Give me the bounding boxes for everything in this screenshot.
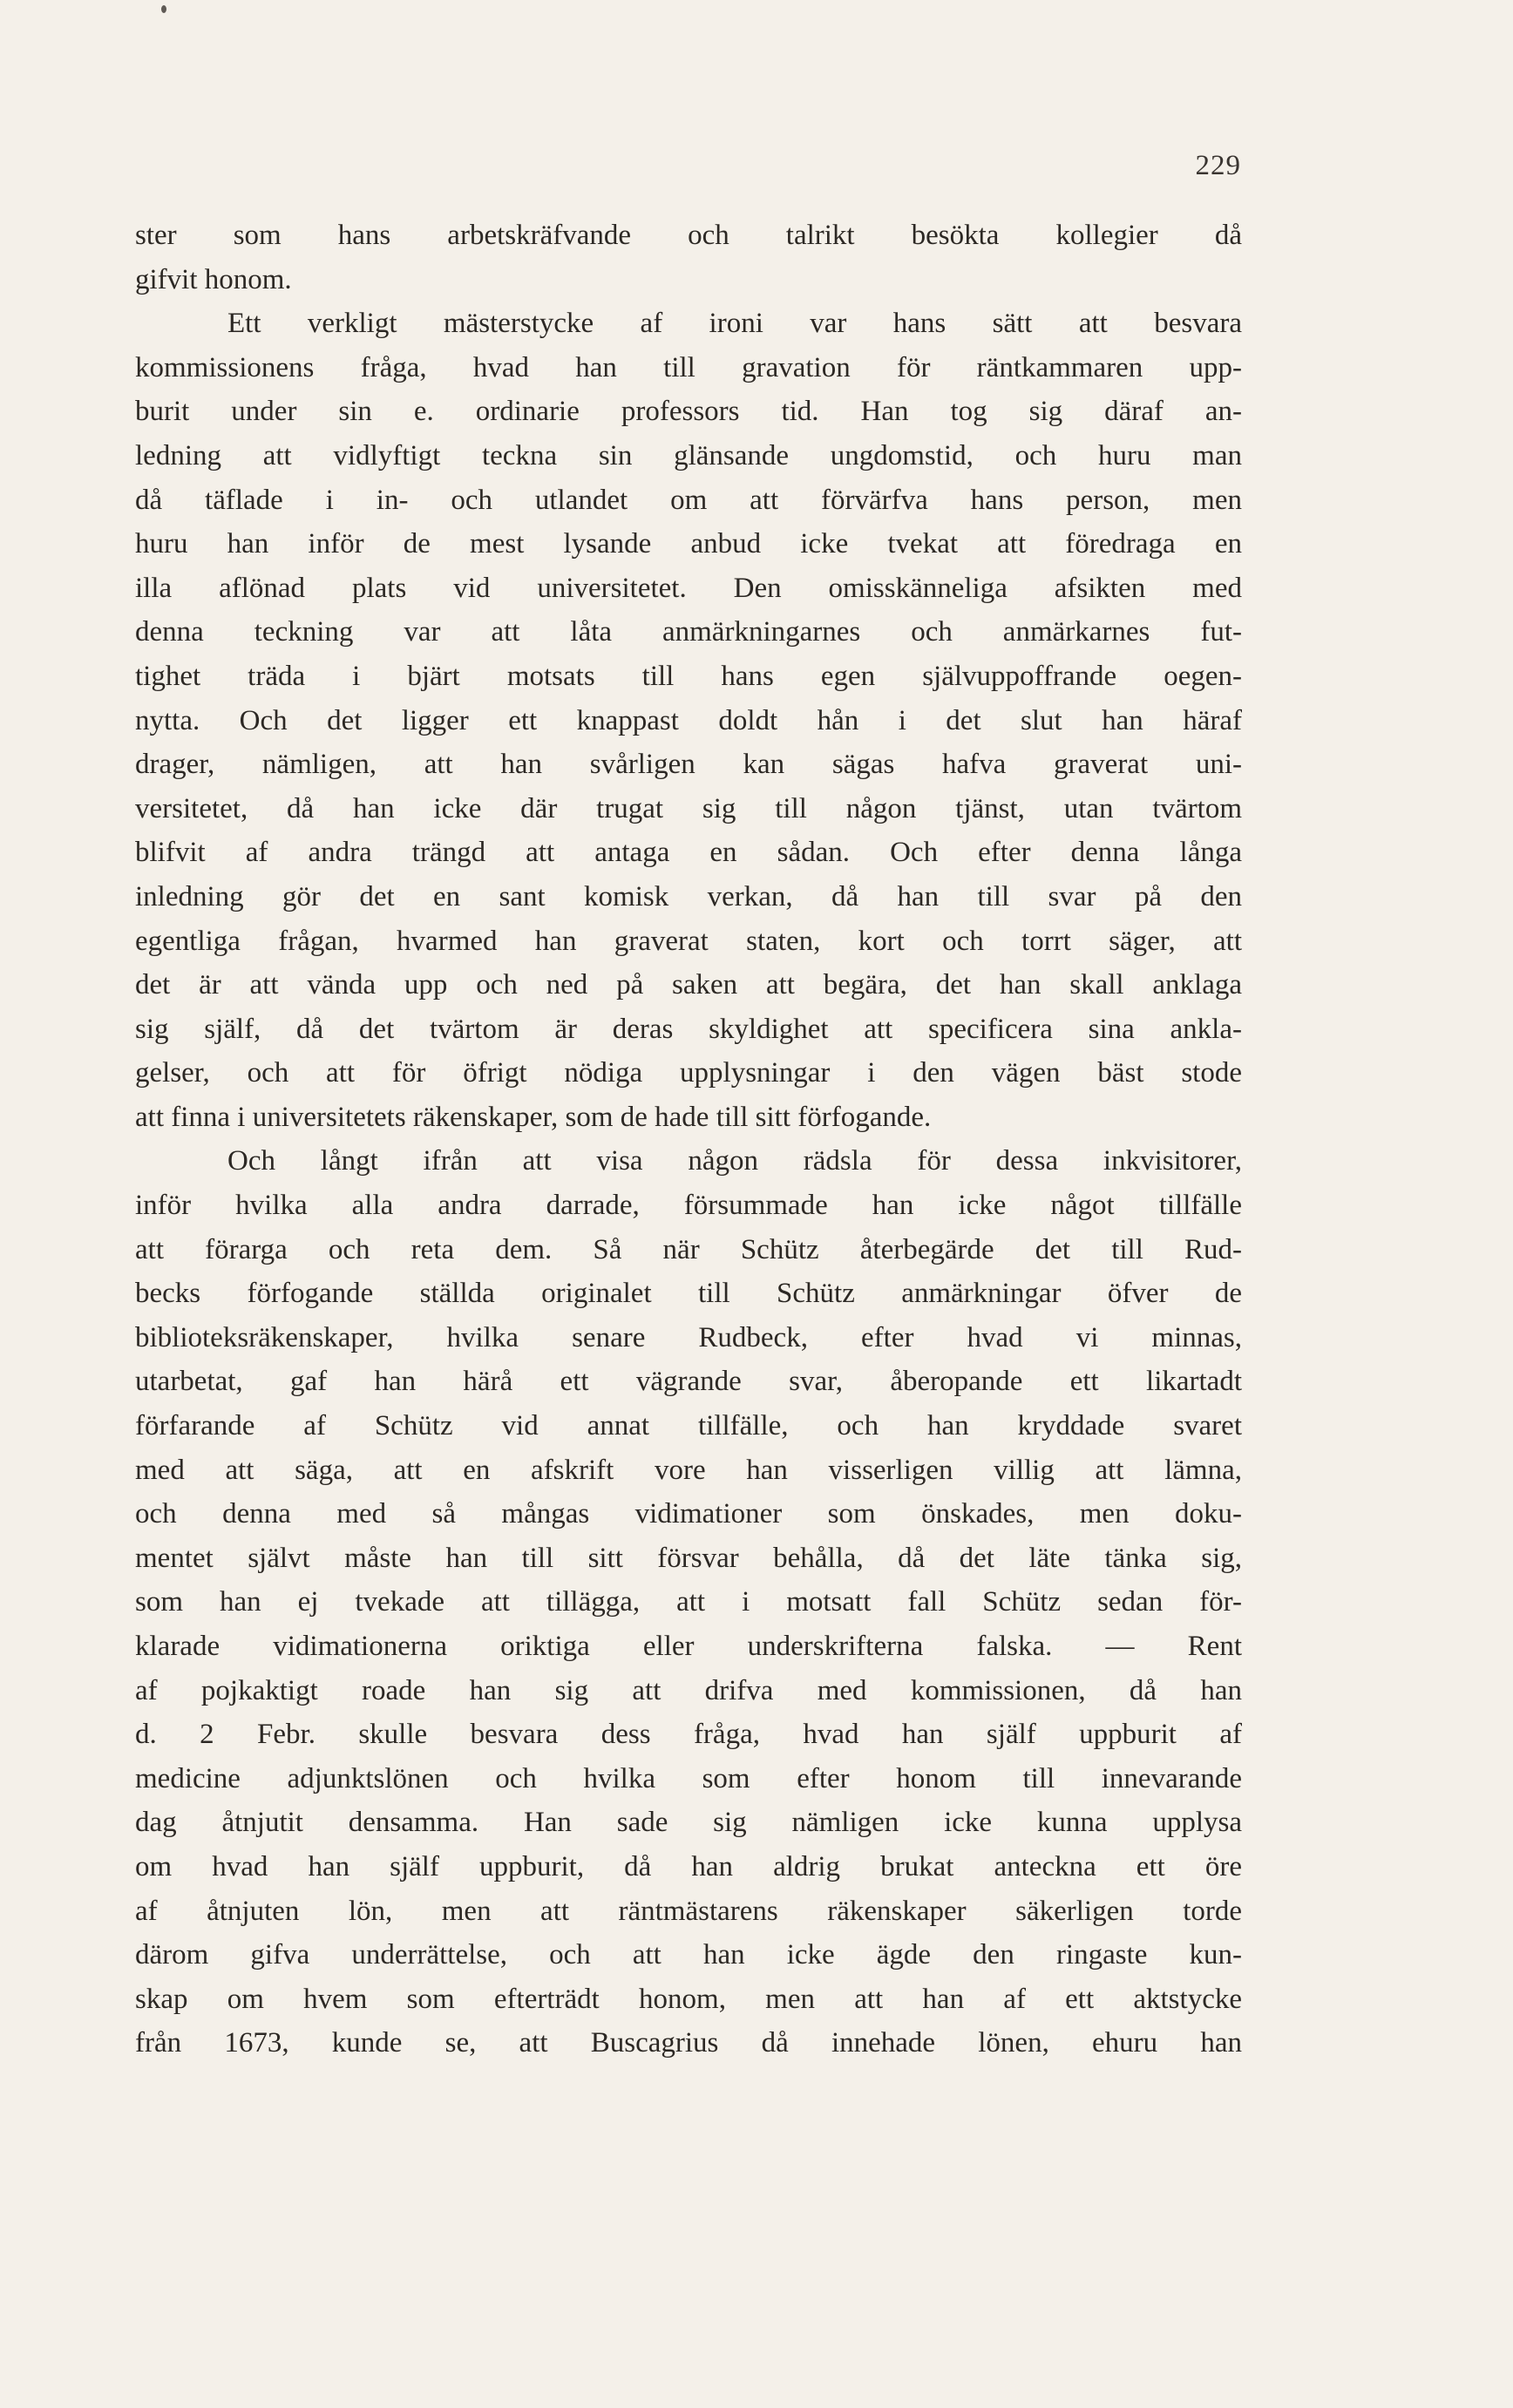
- text-line: förfarande af Schütz vid annat tillfälle, och han kryddade svaret: [135, 1410, 1242, 1442]
- page-number: 229: [1195, 150, 1241, 181]
- text-line: biblioteksräkenskaper, hvilka senare Rudbeck, efter hvad vi minnas,: [135, 1321, 1242, 1353]
- text-line: tighet träda i bjärt motsats till hans egen självuppoffrande oegen-: [135, 660, 1242, 692]
- text-line: ster som hans arbetskräfvande och talrikt besökta kollegier då: [135, 220, 1242, 251]
- text-line: utarbetat, gaf han härå ett vägrande svar, åberopande ett likartadt: [135, 1366, 1242, 1398]
- text-line: om hvad han själf uppburit, då han aldrig brukat anteckna ett öre: [135, 1850, 1242, 1882]
- text-line: af pojkaktigt roade han sig att drifva med kommissionen, då han: [135, 1674, 1242, 1706]
- text-line: blifvit af andra trängd att antaga en sådan. Och efter denna långa: [135, 837, 1242, 869]
- text-line: därom gifva underrättelse, och att han icke ägde den ringaste kun-: [135, 1939, 1242, 1971]
- text-line: klarade vidimationerna oriktiga eller underskrifterna falska. — Rent: [135, 1631, 1242, 1662]
- text-line: sig själf, då det tvärtom är deras skyldighet att specificera sina ankla-: [135, 1013, 1242, 1045]
- text-line: medicine adjunktslönen och hvilka som efter honom till innevarande: [135, 1762, 1242, 1794]
- text-line: då täflade i in- och utlandet om att förvärfva hans person, men: [135, 484, 1242, 516]
- text-line: och denna med så mångas vidimationer som önskades, men doku-: [135, 1498, 1242, 1530]
- text-line: illa aflönad plats vid universitetet. Den omisskänneliga afsikten med: [135, 572, 1242, 604]
- text-line: nytta. Och det ligger ett knappast doldt hån i det slut han häraf: [135, 704, 1242, 736]
- text-line: med att säga, att en afskrift vore han visserligen villig att lämna,: [135, 1454, 1242, 1486]
- text-line: Och långt ifrån att visa någon rädsla för dessa inkvisitorer,: [227, 1145, 1242, 1177]
- text-line: att finna i universitetets räkenskaper, som de hade till sitt förfogande.: [135, 1101, 932, 1133]
- text-line: skap om hvem som efterträdt honom, men att han af ett aktstycke: [135, 1983, 1242, 2015]
- text-line: d. 2 Febr. skulle besvara dess fråga, hvad han själf uppburit af: [135, 1719, 1242, 1751]
- text-line: att förarga och reta dem. Så när Schütz återbegärde det till Rud-: [135, 1233, 1242, 1265]
- text-line: drager, nämligen, att han svårligen kan sägas hafva graverat uni-: [135, 749, 1242, 781]
- text-line: gelser, och att för öfrigt nödiga upplysningar i den vägen bäst stode: [135, 1057, 1242, 1089]
- print-speck: [161, 5, 166, 13]
- text-line: kommissionens fråga, hvad han till gravation för räntkammaren upp-: [135, 351, 1242, 383]
- text-line: från 1673, kunde se, att Buscagrius då innehade lönen, ehuru han: [135, 2027, 1242, 2059]
- text-line: som han ej tvekade att tillägga, att i motsatt fall Schütz sedan för-: [135, 1586, 1242, 1618]
- text-line: egentliga frågan, hvarmed han graverat staten, kort och torrt säger, att: [135, 925, 1242, 957]
- text-line: Ett verkligt mästerstycke af ironi var hans sätt att besvara: [227, 308, 1242, 340]
- text-line: af åtnjuten lön, men att räntmästarens räkenskaper säkerligen torde: [135, 1895, 1242, 1927]
- text-line: inför hvilka alla andra darrade, försummade han icke något tillfälle: [135, 1190, 1242, 1222]
- text-line: becks förfogande ställda originalet till Schütz anmärkningar öfver de: [135, 1278, 1242, 1310]
- text-line: gifvit honom.: [135, 263, 292, 295]
- text-line: huru han inför de mest lysande anbud icke tvekat att föredraga en: [135, 528, 1242, 560]
- body-text: [135, 214, 1242, 2065]
- text-line: burit under sin e. ordinarie professors tid. Han tog sig däraf an-: [135, 396, 1242, 428]
- text-line: ledning att vidlyftigt teckna sin glänsande ungdomstid, och huru man: [135, 439, 1242, 471]
- text-line: dag åtnjutit densamma. Han sade sig nämligen icke kunna upplysa: [135, 1807, 1242, 1839]
- text-line: denna teckning var att låta anmärkningarnes och anmärkarnes fut-: [135, 616, 1242, 648]
- text-line: det är att vända upp och ned på saken att begära, det han skall anklaga: [135, 969, 1242, 1001]
- text-line: inledning gör det en sant komisk verkan, då han till svar på den: [135, 880, 1242, 912]
- text-line: mentet självt måste han till sitt försvar behålla, då det läte tänka sig,: [135, 1542, 1242, 1574]
- text-line: versitetet, då han icke där trugat sig till någon tjänst, utan tvärtom: [135, 792, 1242, 824]
